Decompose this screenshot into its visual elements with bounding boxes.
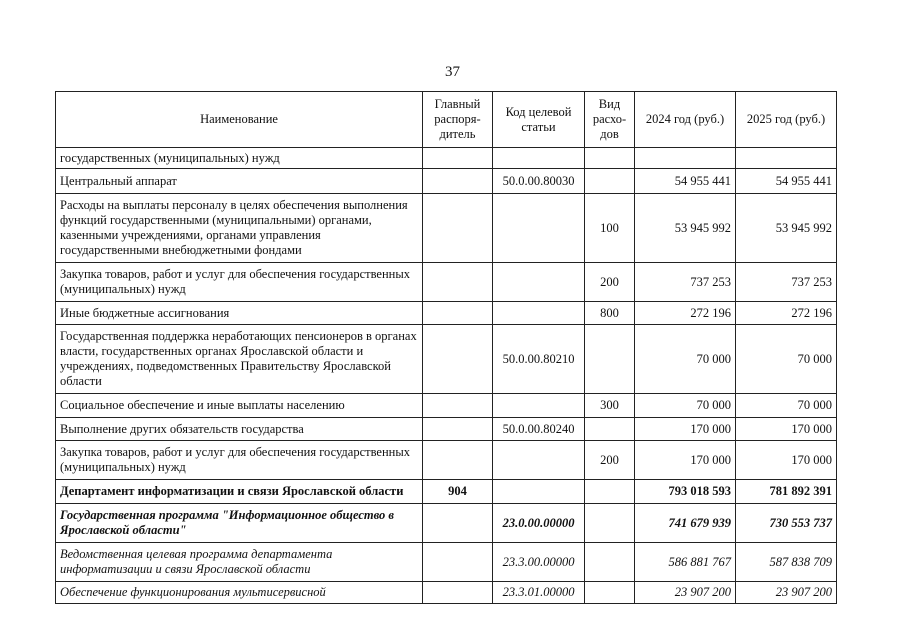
header-kod: Код целевой статьи xyxy=(493,92,585,148)
row-kod xyxy=(493,441,585,480)
row-vid xyxy=(585,582,635,604)
row-2024: 70 000 xyxy=(635,325,736,394)
row-glavny xyxy=(423,325,493,394)
row-name: Социальное обеспечение и иные выплаты населению xyxy=(56,394,423,418)
row-name: Расходы на выплаты персоналу в целях обеспечения выполнения функций государственными (муниципальными) органами, казенными учреждениями, органами управления государственными внебюджетными фондами xyxy=(56,194,423,263)
row-2024: 53 945 992 xyxy=(635,194,736,263)
row-kod xyxy=(493,263,585,302)
row-2024: 586 881 767 xyxy=(635,543,736,582)
row-vid: 300 xyxy=(585,394,635,418)
row-kod: 23.3.00.00000 xyxy=(493,543,585,582)
table-row xyxy=(56,325,837,394)
row-name: Центральный аппарат xyxy=(56,169,423,194)
row-2025: 23 907 200 xyxy=(736,582,837,604)
row-2025: 70 000 xyxy=(736,325,837,394)
row-2025: 170 000 xyxy=(736,418,837,441)
row-vid xyxy=(585,543,635,582)
row-glavny xyxy=(423,302,493,325)
row-vid xyxy=(585,418,635,441)
header-glavny: Главный распоря-дитель xyxy=(423,92,493,148)
row-vid xyxy=(585,325,635,394)
row-vid: 200 xyxy=(585,263,635,302)
table-row xyxy=(56,302,837,325)
row-name: Закупка товаров, работ и услуг для обеспечения государственных (муниципальных) нужд xyxy=(56,441,423,480)
row-glavny xyxy=(423,148,493,169)
row-2024: 70 000 xyxy=(635,394,736,418)
row-kod: 50.0.00.80030 xyxy=(493,169,585,194)
row-2025: 781 892 391 xyxy=(736,480,837,504)
row-2024 xyxy=(635,148,736,169)
row-name: Иные бюджетные ассигнования xyxy=(56,302,423,325)
row-2024: 737 253 xyxy=(635,263,736,302)
row-glavny: 904 xyxy=(423,480,493,504)
row-vid xyxy=(585,169,635,194)
row-2025: 170 000 xyxy=(736,441,837,480)
row-kod xyxy=(493,148,585,169)
row-name: государственных (муниципальных) нужд xyxy=(56,148,423,169)
row-glavny xyxy=(423,194,493,263)
row-2025: 54 955 441 xyxy=(736,169,837,194)
table-header-row xyxy=(56,92,837,148)
table-row xyxy=(56,418,837,441)
row-2024: 272 196 xyxy=(635,302,736,325)
row-2024: 23 907 200 xyxy=(635,582,736,604)
table-row xyxy=(56,543,837,582)
row-kod xyxy=(493,480,585,504)
row-2025 xyxy=(736,148,837,169)
budget-table xyxy=(55,91,837,604)
row-vid xyxy=(585,504,635,543)
table-row xyxy=(56,394,837,418)
row-kod: 50.0.00.80210 xyxy=(493,325,585,394)
table-row xyxy=(56,169,837,194)
row-2025: 272 196 xyxy=(736,302,837,325)
page-number: 37 xyxy=(445,64,460,80)
row-2024: 54 955 441 xyxy=(635,169,736,194)
row-2024: 741 679 939 xyxy=(635,504,736,543)
row-glavny xyxy=(423,582,493,604)
row-vid: 200 xyxy=(585,441,635,480)
row-2025: 53 945 992 xyxy=(736,194,837,263)
table-row xyxy=(56,194,837,263)
row-glavny xyxy=(423,504,493,543)
row-glavny xyxy=(423,441,493,480)
row-2025: 587 838 709 xyxy=(736,543,837,582)
row-2025: 70 000 xyxy=(736,394,837,418)
header-name: Наименование xyxy=(56,92,423,148)
row-vid: 100 xyxy=(585,194,635,263)
row-vid xyxy=(585,148,635,169)
row-name: Департамент информатизации и связи Ярославской области xyxy=(56,480,423,504)
header-2024: 2024 год (руб.) xyxy=(635,92,736,148)
row-kod xyxy=(493,302,585,325)
table-row xyxy=(56,441,837,480)
row-name: Обеспечение функционирования мультисервисной xyxy=(56,582,423,604)
table-row xyxy=(56,504,837,543)
row-name: Ведомственная целевая программа департамента информатизации и связи Ярославской области xyxy=(56,543,423,582)
row-vid: 800 xyxy=(585,302,635,325)
table-row xyxy=(56,148,837,169)
row-kod xyxy=(493,194,585,263)
row-kod xyxy=(493,394,585,418)
header-2025: 2025 год (руб.) xyxy=(736,92,837,148)
row-glavny xyxy=(423,418,493,441)
row-kod: 50.0.00.80240 xyxy=(493,418,585,441)
row-glavny xyxy=(423,394,493,418)
row-glavny xyxy=(423,263,493,302)
row-2025: 737 253 xyxy=(736,263,837,302)
row-name: Выполнение других обязательств государства xyxy=(56,418,423,441)
row-kod: 23.3.01.00000 xyxy=(493,582,585,604)
row-name: Государственная поддержка неработающих пенсионеров в органах власти, государственных органах Ярославской области и учреждениях, подведомственных Правительству Ярославской области xyxy=(56,325,423,394)
table-row xyxy=(56,480,837,504)
row-name: Государственная программа "Информационное общество в Ярославской области" xyxy=(56,504,423,543)
row-2024: 170 000 xyxy=(635,441,736,480)
row-glavny xyxy=(423,543,493,582)
header-vid: Вид расхо-дов xyxy=(585,92,635,148)
table-row xyxy=(56,263,837,302)
row-kod: 23.0.00.00000 xyxy=(493,504,585,543)
row-glavny xyxy=(423,169,493,194)
row-2025: 730 553 737 xyxy=(736,504,837,543)
row-vid xyxy=(585,480,635,504)
row-name: Закупка товаров, работ и услуг для обеспечения государственных (муниципальных) нужд xyxy=(56,263,423,302)
table-row xyxy=(56,582,837,604)
row-2024: 170 000 xyxy=(635,418,736,441)
row-2024: 793 018 593 xyxy=(635,480,736,504)
